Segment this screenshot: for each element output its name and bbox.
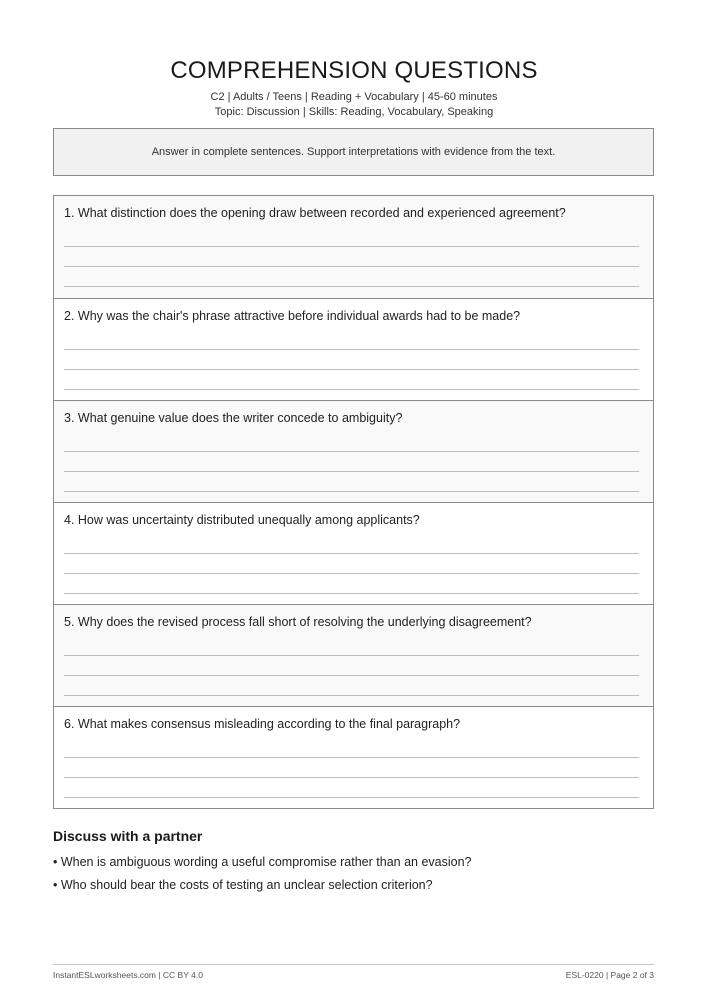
question-text: 1. What distinction does the opening draw between recorded and experienced agreement? — [64, 206, 566, 220]
instruction-text: Answer in complete sentences. Support interpretations with evidence from the text. — [151, 146, 556, 158]
questions-list — [53, 195, 654, 809]
question-text: 5. Why does the revised process fall short of resolving the underlying disagreement? — [64, 615, 532, 629]
footer-divider — [53, 964, 654, 965]
answer-line[interactable] — [64, 286, 639, 287]
footer-source: InstantESLworksheets.com | CC BY 4.0 — [53, 970, 203, 980]
question-text: 6. What makes consensus misleading according to the final paragraph? — [64, 717, 461, 731]
question-4 — [54, 502, 653, 604]
question-text: 3. What genuine value does the writer concede to ambiguity? — [64, 411, 403, 425]
question-3 — [54, 400, 653, 502]
answer-line[interactable] — [64, 593, 639, 594]
answer-line[interactable] — [64, 553, 639, 554]
answer-line[interactable] — [64, 246, 639, 247]
answer-line[interactable] — [64, 491, 639, 492]
answer-line[interactable] — [64, 471, 639, 472]
answer-line[interactable] — [64, 757, 639, 758]
answer-line[interactable] — [64, 695, 639, 696]
question-5 — [54, 604, 653, 706]
discussion-item: • When is ambiguous wording a useful compromise rather than an evasion? — [53, 855, 472, 869]
answer-line[interactable] — [64, 655, 639, 656]
answer-line[interactable] — [64, 369, 639, 370]
topic-info: Topic: Discussion | Skills: Reading, Vocabulary, Speaking — [214, 106, 494, 118]
answer-line[interactable] — [64, 349, 639, 350]
question-text: 4. How was uncertainty distributed unequally among applicants? — [64, 513, 420, 527]
page-title: COMPREHENSION QUESTIONS — [170, 57, 538, 84]
answer-line[interactable] — [64, 266, 639, 267]
footer-page-info: ESL-0220 | Page 2 of 3 — [565, 970, 654, 980]
instruction-box — [53, 128, 654, 176]
question-2 — [54, 298, 653, 400]
answer-line[interactable] — [64, 451, 639, 452]
answer-line[interactable] — [64, 777, 639, 778]
discussion-heading: Discuss with a partner — [53, 828, 203, 844]
answer-line[interactable] — [64, 389, 639, 390]
level-info: C2 | Adults / Teens | Reading + Vocabulary | 45-60 minutes — [210, 91, 498, 103]
question-6 — [54, 706, 653, 808]
answer-line[interactable] — [64, 675, 639, 676]
answer-line[interactable] — [64, 797, 639, 798]
question-text: 2. Why was the chair's phrase attractive before individual awards had to be made? — [64, 309, 521, 323]
question-1 — [54, 196, 653, 298]
discussion-item: • Who should bear the costs of testing an unclear selection criterion? — [53, 878, 433, 892]
answer-line[interactable] — [64, 573, 639, 574]
